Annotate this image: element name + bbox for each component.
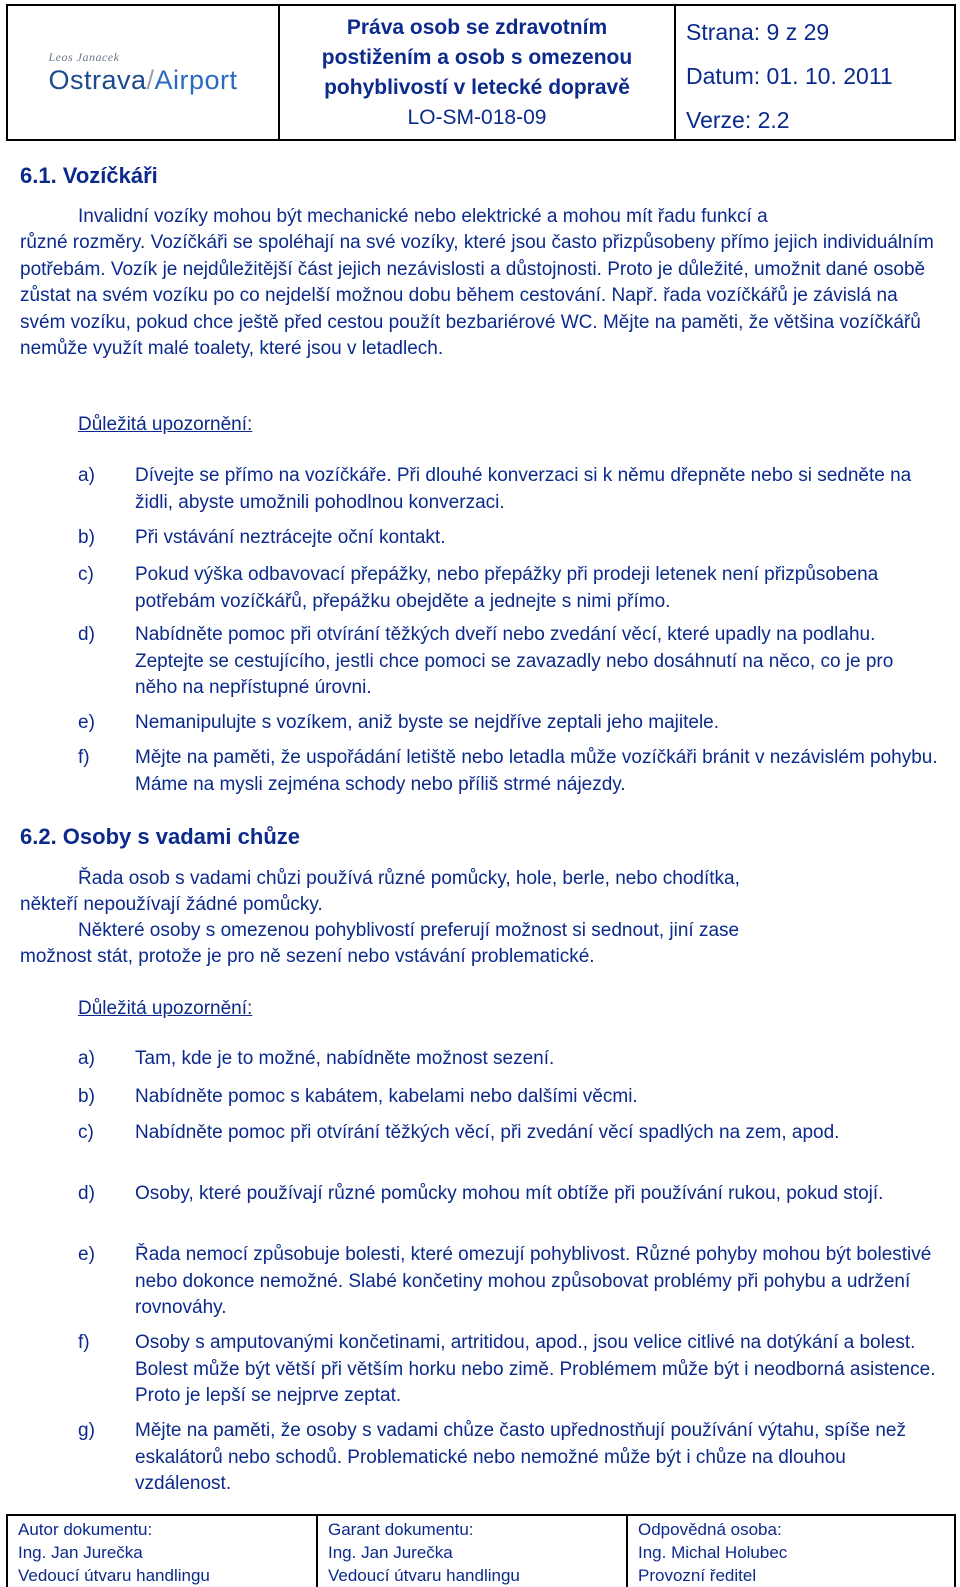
list-text: Nabídněte pomoc při otvírání těžkých věcí, při zvedání věcí spadlých na zem, apod. — [135, 1122, 840, 1143]
footer-role: Vedoucí útvaru handlingu — [18, 1566, 210, 1585]
document-header — [6, 4, 956, 141]
list-item — [78, 463, 938, 516]
airport-logo — [8, 6, 280, 139]
note-heading: Důležitá upozornění: — [78, 414, 253, 435]
list-marker: d) — [78, 624, 95, 645]
title-line: Práva osob se zdravotním — [346, 15, 608, 39]
list-marker: e) — [78, 1244, 95, 1265]
list-text: Mějte na paměti, že uspořádání letiště nebo letadla může vozíčkáři bránit v nezávislém pohybu. Máme na mysli zejména schody nebo příliš strmé nájezdy. — [135, 747, 938, 795]
list-marker: a) — [78, 465, 95, 486]
footer-role: Vedoucí útvaru handlingu — [328, 1566, 520, 1585]
list-text: Nabídněte pomoc s kabátem, kabelami nebo dalšími věcmi. — [135, 1086, 638, 1107]
footer-label: Odpovědná osoba: — [638, 1520, 782, 1539]
section-heading: 6.2. Osoby s vadami chůze — [20, 824, 301, 849]
footer-label: Autor dokumentu: — [18, 1520, 153, 1539]
list-item — [78, 525, 938, 552]
list-marker: f) — [78, 747, 90, 768]
logo-main-text: Ostrava/Airport — [48, 64, 238, 95]
list-item — [78, 1242, 938, 1322]
list-item — [78, 1120, 938, 1147]
list-marker: a) — [78, 1048, 95, 1069]
list-item — [78, 710, 938, 737]
paragraph: různé rozměry. Vozíčkáři se spoléhají na své vozíky, které jsou často přizpůsobeny přímo jejich individuálním potřebám. Vozík je nejdůležitější část jejich nezávislosti a důstojnosti. Proto je důležité, umožnit dané osobě zůstat na svém vozíku po co nejdelší možnou dobu během cestování. Např. řada vozíčkářů je závislá na svém vozíku, pokud chce ještě před cestou použít bezbariérové WC. Mějte na paměti, že většina vozíčkářů nemůže využít malé toalety, které jsou v letadlech. — [20, 232, 934, 359]
list-text: Nabídněte pomoc při otvírání těžkých dveří nebo zvedání věcí, které upadly na podlahu. Zeptejte se cestujícího, jestli chce pomoci se zavazadly nebo dosáhnutí na něco, co je pro něho na nepřístupné úrovni. — [135, 624, 894, 698]
list-item — [78, 1084, 938, 1111]
footer-name: Ing. Jan Jurečka — [328, 1543, 453, 1562]
list-marker: f) — [78, 1332, 90, 1353]
paragraph-line: možnost stát, protože je pro ně sezení nebo vstávání problematické. — [20, 946, 595, 967]
list-marker: e) — [78, 712, 95, 733]
list-marker: c) — [78, 564, 94, 585]
footer-name: Ing. Michal Holubec — [638, 1543, 788, 1562]
note-heading: Důležitá upozornění: — [78, 998, 253, 1019]
footer-responsible — [628, 1516, 954, 1587]
footer-guarantor — [318, 1516, 628, 1587]
document-version: Verze: 2.2 — [686, 107, 790, 133]
list-marker: b) — [78, 1086, 95, 1107]
list-item — [78, 1330, 938, 1410]
footer-name: Ing. Jan Jurečka — [18, 1543, 143, 1562]
document-code: LO-SM-018-09 — [407, 105, 547, 129]
list-item — [78, 1418, 938, 1498]
list-text: Dívejte se přímo na vozíčkáře. Při dlouhé konverzaci si k němu dřepněte nebo si sedněte na židli, abyste umožnili pohodlnou konverzaci. — [135, 465, 912, 513]
footer-author — [8, 1516, 318, 1587]
section-heading: 6.1. Vozíčkáři — [20, 163, 158, 188]
list-text: Tam, kde je to možné, nabídněte možnost sezení. — [135, 1048, 555, 1069]
paragraph-line: Invalidní vozíky mohou být mechanické nebo elektrické a mohou mít řadu funkcí a — [78, 206, 768, 227]
logo-small-text: Leos Janacek — [48, 49, 120, 64]
title-line: pohyblivostí v letecké dopravě — [324, 75, 630, 99]
paragraph-line: někteří nepoužívají žádné pomůcky. — [20, 894, 323, 915]
document-date: Datum: 01. 10. 2011 — [686, 63, 893, 89]
page-number: Strana: 9 z 29 — [686, 19, 830, 45]
list-item — [78, 1046, 938, 1073]
list-marker: d) — [78, 1183, 95, 1204]
list-text: Pokud výška odbavovací přepážky, nebo přepážky při prodeji letenek není přizpůsobena potřebám vozíčkářů, přepážku obejděte a jednejte s nimi přímo. — [135, 564, 879, 612]
document-meta — [676, 6, 954, 139]
footer-role: Provozní ředitel — [638, 1566, 757, 1585]
list-item — [78, 562, 938, 615]
list-marker: b) — [78, 527, 95, 548]
list-marker: g) — [78, 1420, 95, 1441]
paragraph-line: Řada osob s vadami chůzi používá různé pomůcky, hole, berle, nebo chodítka, — [78, 868, 740, 889]
document-title — [280, 6, 676, 139]
list-text: Osoby, které používají různé pomůcky mohou mít obtíže při používání rukou, pokud stojí. — [135, 1183, 884, 1204]
list-item — [78, 1181, 938, 1208]
list-text: Při vstávání neztrácejte oční kontakt. — [135, 527, 446, 548]
list-text: Řada nemocí způsobuje bolesti, které omezují pohyblivost. Různé pohyby mohou být bolestivé nebo dokonce nemožné. Slabé končetiny mohou způsobovat problémy při pohybu a udržení rovnováhy. — [135, 1244, 932, 1318]
document-footer — [6, 1514, 956, 1587]
list-marker: c) — [78, 1122, 94, 1143]
list-item — [78, 622, 938, 702]
footer-label: Garant dokumentu: — [328, 1520, 474, 1539]
list-item — [78, 745, 938, 798]
paragraph-line: Některé osoby s omezenou pohyblivostí preferují možnost si sednout, jiní zase — [78, 920, 740, 941]
list-text: Mějte na paměti, že osoby s vadami chůze často upřednostňují používání výtahu, spíše než eskalátorů nebo schodů. Problematické nebo nemožné může být i chůze na dlouhou vzdálenost. — [135, 1420, 906, 1494]
title-line: postižením a osob s omezenou — [321, 45, 633, 69]
list-text: Osoby s amputovanými končetinami, artritidou, apod., jsou velice citlivé na dotýkání a bolest. Bolest může být větší při větším horku nebo zimě. Problémem může být i neodborná asistence. Proto je lepší se nejprve zeptat. — [135, 1332, 936, 1406]
list-text: Nemanipulujte s vozíkem, aniž byste se nejdříve zeptali jeho majitele. — [135, 712, 720, 733]
